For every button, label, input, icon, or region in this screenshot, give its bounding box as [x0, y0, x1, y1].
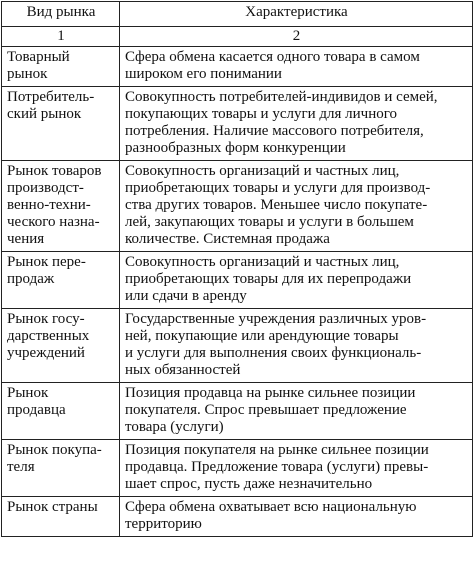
table-row	[2, 383, 473, 440]
characteristic-cell: Позиция продавца на рынке сильнее позиции покупателя. Спрос превышает предложение товара (услуги)	[120, 383, 473, 440]
column-number-2: 2	[120, 27, 473, 47]
header-market-type: Вид рынка	[2, 2, 120, 27]
characteristic-cell: Совокупность потребителей-индивидов и семей, покупающих товары и услуги для личного потребления. Наличие массового потребителя, разнообразных форм конкуренции	[120, 87, 473, 161]
header-row	[2, 2, 473, 27]
table-row	[2, 497, 473, 537]
characteristic-cell: Позиция покупателя на рынке сильнее позиции продавца. Предложение товара (услуги) превы- шает спрос, пусть даже незначительно	[120, 440, 473, 497]
characteristic-cell: Сфера обмена охватывает всю национальную территорию	[120, 497, 473, 537]
characteristic-cell: Совокупность организаций и частных лиц, приобретающих товары и услуги для производ- ства других товаров. Меньшее число покупате- лей, закупающих товары и услуги в большем количестве. Системная продажа	[120, 161, 473, 252]
market-type-cell: Потребитель- ский рынок	[2, 87, 120, 161]
table-row	[2, 309, 473, 383]
header-characteristic: Характеристика	[120, 2, 473, 27]
table-row	[2, 440, 473, 497]
market-type-cell: Рынок товаров производст- венно-техни- ческого назна- чения	[2, 161, 120, 252]
market-types-table	[1, 1, 473, 537]
characteristic-cell: Государственные учреждения различных уров- ней, покупающие или арендующие товары и услуги для выполнения своих функциональ- ных обязанностей	[120, 309, 473, 383]
table-row	[2, 87, 473, 161]
market-type-cell: Рынок продавца	[2, 383, 120, 440]
market-type-cell: Рынок страны	[2, 497, 120, 537]
characteristic-cell: Сфера обмена касается одного товара в самом широком его понимании	[120, 47, 473, 87]
table-row	[2, 161, 473, 252]
column-number-1: 1	[2, 27, 120, 47]
table-row	[2, 252, 473, 309]
column-number-row	[2, 27, 473, 47]
market-type-cell: Товарный рынок	[2, 47, 120, 87]
market-type-cell: Рынок госу- дарственных учреждений	[2, 309, 120, 383]
market-type-cell: Рынок покупа- теля	[2, 440, 120, 497]
table-row	[2, 47, 473, 87]
characteristic-cell: Совокупность организаций и частных лиц, приобретающих товары для их перепродажи или сдачи в аренду	[120, 252, 473, 309]
market-type-cell: Рынок пере- продаж	[2, 252, 120, 309]
